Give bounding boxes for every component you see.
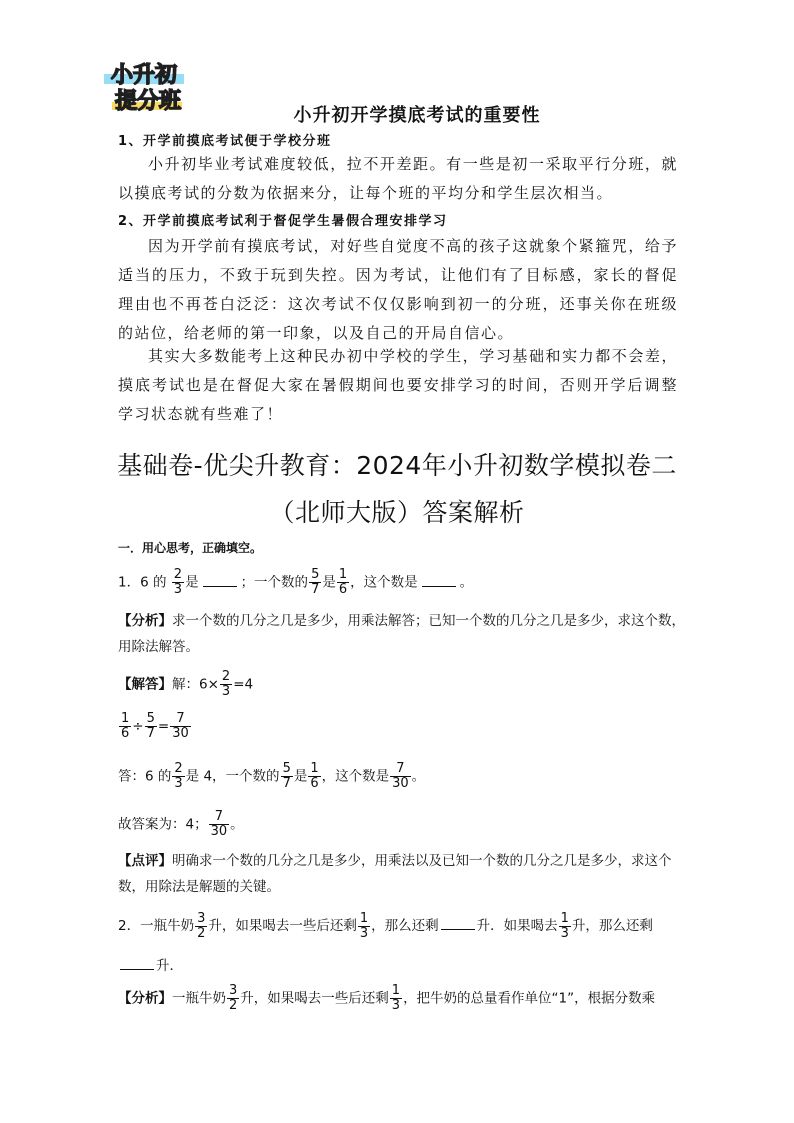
fraction: $\frac{1}{6}$ bbox=[338, 567, 348, 597]
q1-calculation: $\frac{1}{6}$ ÷ $\frac{5}{7}$ = $\frac{7}{30}$ bbox=[121, 711, 189, 741]
q2-text: 2．一瓶牛奶 $\frac{3}{2}$ 升，如果喝去一些后还剩 $\frac{1}{3}$ ，那么还剩 升．如果喝去 $\frac{1}{3}$ 升，那么还剩升． bbox=[118, 910, 653, 974]
q1-text: 1．6 的 $\frac{2}{3}$ 是 ；一个数的 $\frac{5}{7}$ 是 $\frac{1}{6}$ ，这个数是 。 bbox=[118, 567, 474, 597]
answer-blank bbox=[203, 574, 237, 587]
fraction: $\frac{2}{3}$ bbox=[173, 567, 183, 597]
answer-blank bbox=[441, 917, 475, 930]
q1-comment: 【点评】明确求一个数的几分之几是多少，用乘法以及已知一个数的几分之几是多少，求这个数，用除法是解题的关键。 bbox=[118, 853, 672, 895]
answer-blank bbox=[120, 957, 154, 970]
intro-section1-heading: 1、开学前摸底考试便于学校分班 bbox=[118, 134, 332, 149]
intro-section2-heading: 2、开学前摸底考试利于督促学生暑假合理安排学习 bbox=[118, 214, 448, 229]
fraction: $\frac{5}{7}$ bbox=[311, 567, 320, 597]
part1-heading: 一．用心思考，正确填空。 bbox=[118, 541, 263, 555]
intro-title: 小升初开学摸底考试的重要性 bbox=[293, 105, 541, 126]
exam-title-line2: （北师大版）答案解析 bbox=[269, 498, 525, 527]
q1-answer: 答：6 的 $\frac{2}{3}$ 是 4，一个数的 $\frac{5}{7}$ 是 $\frac{1}{6}$ ，这个数是 $\frac{7}{30}$ 。 bbox=[118, 761, 426, 791]
answer-blank bbox=[422, 574, 456, 587]
q2-analysis: 【分析】一瓶牛奶 $\frac{3}{2}$ 升，如果喝去一些后还剩 $\frac{1}{3}$ ，把牛奶的总量看作单位“1”，根据分数乘 bbox=[118, 983, 656, 1013]
logo-line2: 提分班 bbox=[114, 89, 182, 114]
intro-section2-text: 因为开学前有摸底考试，对好些自觉度不高的孩子这就象个紧箍咒，给予适当的压力，不致于玩到失控。因为考试，让他们有了目标感，家长的督促理由也不再苍白泛泛：这次考试不仅仅影响到初一的分班，还事关你在班级的站位，给老师的第一印象，以及自己的开局自信心。 bbox=[118, 237, 678, 342]
intro-section1-text: 小升初毕业考试难度较低，拉不开差距。有一些是初一采取平行分班，就以摸底考试的分数为依据来分，让每个班的平均分和学生层次相当。 bbox=[118, 155, 678, 202]
q1-solution: 【解答】解：6× $\frac{2}{3}$ =4 bbox=[118, 669, 254, 699]
exam-title-line1: 基础卷-优尖升教育：2024年小升初数学模拟卷二 bbox=[117, 451, 677, 480]
q1-final-answer: 故答案为：4； $\frac{7}{30}$ 。 bbox=[118, 809, 244, 839]
logo-line1: 小升初 bbox=[110, 63, 178, 88]
q1-analysis: 【分析】求一个数的几分之几是多少，用乘法解答；已知一个数的几分之几是多少，求这个数，用除法解答。 bbox=[118, 613, 685, 655]
intro-section3-text: 其实大多数能考上这种民办初中学校的学生，学习基础和实力都不会差，摸底考试也是在督促大家在暑假期间也要安排学习的时间，否则开学后调整学习状态就有些难了！ bbox=[118, 347, 678, 423]
